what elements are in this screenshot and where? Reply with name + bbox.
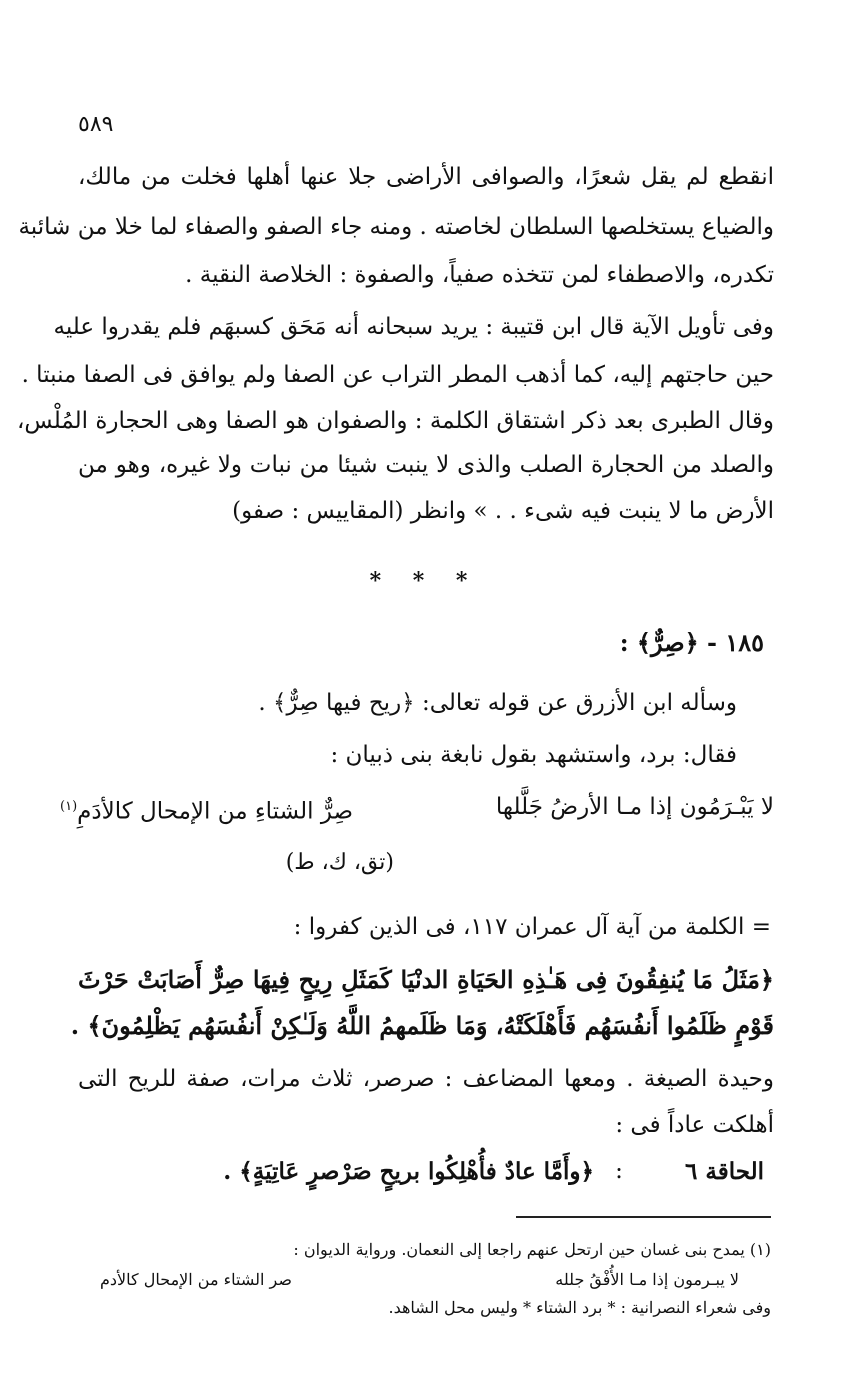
footnote-marker: (١) (60, 799, 78, 814)
ayah-text: ﴿وأَمَّا عادٌ فأُهْلِكُوا بريحٍ صَرْصرٍ عَاتِيَةٍ﴾ . (223, 1158, 594, 1185)
footnote-line-3: وفى شعراء النصرانية : * برد الشتاء * وليس محل الشاهد. (388, 1298, 771, 1317)
intro-line-2: والضياع يستخلصها السلطان لخاصته . ومنه جاء الصفو والصفاء لما خلا من شائبة (18, 214, 774, 240)
imran-intro: = الكلمة من آية آل عمران ١١٧، فى الذين كفروا : (293, 914, 771, 940)
footnote-verse-a: لا يبـرمون إذا مـا الأُفْقُ جلله (555, 1270, 739, 1289)
footnote-verse-b: صر الشتاء من الإمحال كالأدم (100, 1270, 292, 1289)
verse-sources: (تق، ك، ط) (285, 850, 394, 875)
haqqa-citation (223, 1158, 764, 1185)
page-number: ٥٨٩ (78, 112, 114, 137)
intro-line-1: انقطع لم يقل شعرًا، والصوافى الأراضى جلا عنها أهلها فخلت من مالك، (78, 164, 774, 190)
taweel-line-4: والصلد من الحجارة الصلب والذى لا ينبت شيئا من نبات ولا غيره، وهو من (78, 452, 774, 478)
footnote-rule (516, 1216, 771, 1218)
entry-answer: فقال: برد، واستشهد بقول نابغة بنى ذبيان : (330, 742, 737, 768)
intro-line-3: تكدره، والاصطفاء لمن تتخذه صفياً، والصفوة : الخلاصة النقية . (185, 262, 774, 288)
quran-line-1: ﴿مَثَلُ مَا يُنفِقُونَ فِى هَـٰذِهِ الحَيَاةِ الدنْيَا كَمَثَلِ رِيحٍ فِيهَا صِرٌّ أَصَابَتْ حَرْثَ (78, 965, 774, 994)
verse-hemistich-2 (60, 790, 353, 829)
wahida-line-2: أهلكت عاداً فى : (615, 1112, 774, 1138)
footnote-verse (100, 1270, 739, 1289)
taweel-line-1: وفى تأويل الآية قال ابن قتيبة : يريد سبحانه أنه مَحَق كسبهَم فلم يقدروا عليه (53, 314, 774, 340)
taweel-line-5: الأرض ما لا ينبت فيه شىء . . » وانظر (المقاييس : صفو) (232, 498, 774, 524)
wahida-line-1: وحيدة الصيغة . ومعها المضاعف : صرصر، ثلاث مرات، صفة للريح التى (78, 1066, 774, 1092)
sura-reference: الحاقة ٦ (685, 1158, 764, 1185)
verse-hemistich-1: لا يَبْـرَمُون إذا مـا الأرضُ جَلَّلها (495, 794, 774, 820)
entry-question: وسأله ابن الأزرق عن قوله تعالى: ﴿ريح فيها صِرٌّ﴾ . (258, 690, 737, 716)
entry-heading: ١٨٥ - ﴿صِرٌّ﴾ : (619, 628, 764, 657)
citation-colon: : (615, 1158, 623, 1184)
verse-hemistich-2-text: صِرٌّ الشتاءِ من الإمحال كالأدَمِ (77, 798, 354, 825)
taweel-line-2: حين حاجتهم إليه، كما أذهب المطر التراب عن الصفا ولم يوافق فى الصفا منبتا . (21, 362, 774, 388)
quran-line-2: قَوْمٍ ظَلَمُوا أَنفُسَهُم فَأَهْلَكَتْهُ، وَمَا ظَلَمهمُ اللَّهُ وَلَـٰكِنْ أَنفُسَهُم يَظْلِمُونَ﴾ . (70, 1011, 774, 1040)
taweel-line-3: وقال الطبرى بعد ذكر اشتقاق الكلمة : والصفوان هو الصفا وهى الحجارة المُلْس، (16, 408, 774, 434)
poetry-verse (60, 790, 774, 829)
footnote-line-1: (١) يمدح بنى غسان حين ارتحل عنهم راجعا إلى النعمان. ورواية الديوان : (293, 1240, 771, 1259)
section-separator: * * * (369, 568, 480, 594)
